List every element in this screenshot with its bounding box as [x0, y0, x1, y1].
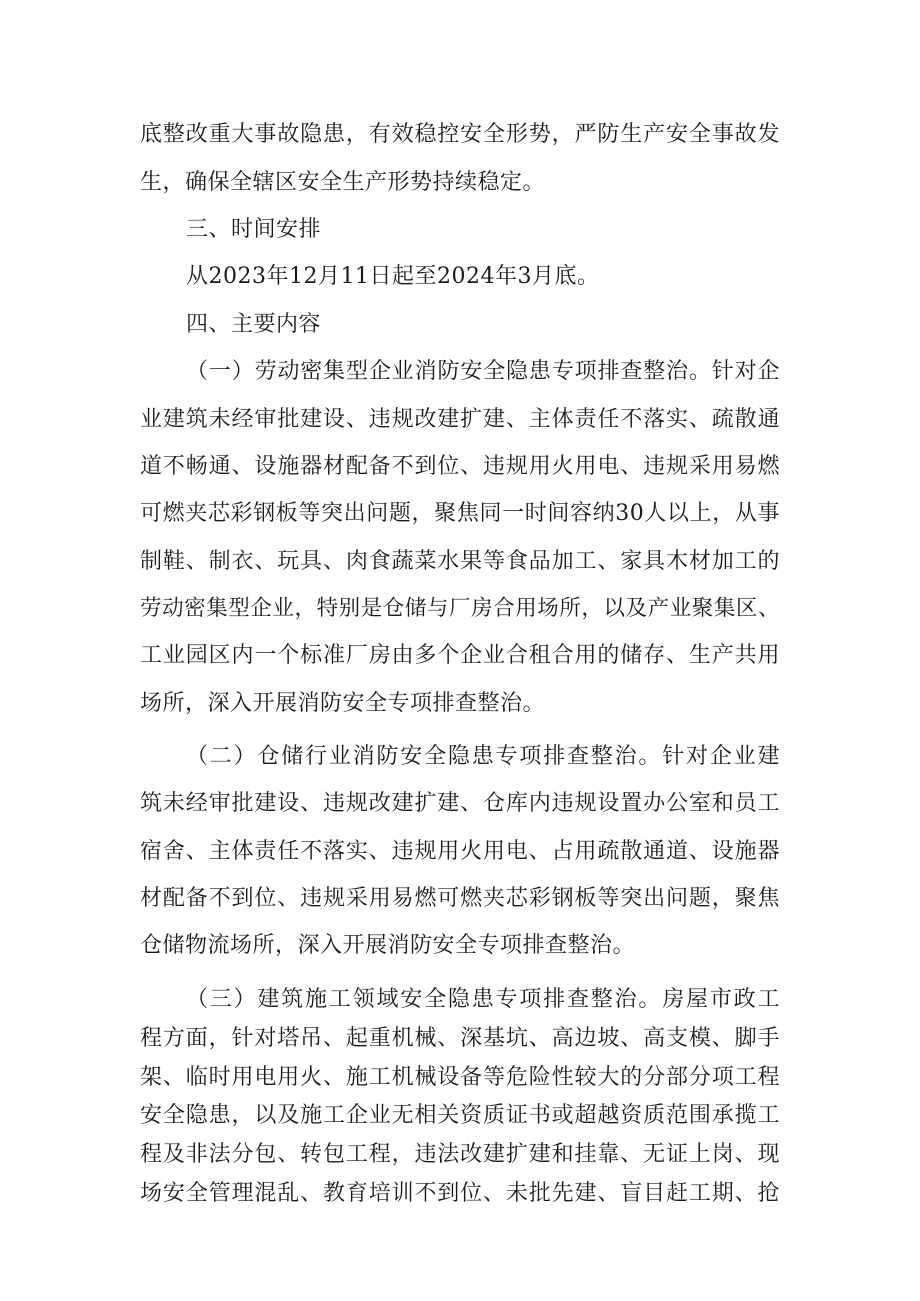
paragraph-line: 场所，深入开展消防安全专项排查整治。 [140, 691, 546, 716]
paragraph-line: 材配备不到位、违规采用易燃可燃夹芯彩钢板等突出问题，聚焦 [140, 886, 780, 911]
paragraph-line: （一）劳动密集型企业消防安全隐患专项排查整治。针对企 [186, 359, 780, 384]
paragraph-line: 劳动密集型企业，特别是仓储与厂房合用场所，以及产业聚集区、 [140, 596, 780, 621]
paragraph-line: 程及非法分包、转包工程，违法改建扩建和挂靠、无证上岗、现 [140, 1142, 780, 1167]
section-heading-schedule: 三、时间安排 [186, 217, 322, 242]
paragraph-line: 底整改重大事故隐患，有效稳控安全形势，严防生产安全事故发 [140, 122, 780, 147]
paragraph-line: 安全隐患，以及施工企业无相关资质证书或超越资质范围承揽工 [140, 1103, 780, 1128]
paragraph-line: 场安全管理混乱、教育培训不到位、未批先建、盲目赶工期、抢 [140, 1181, 780, 1206]
paragraph-line: 可燃夹芯彩钢板等突出问题，聚焦同一时间容纳30人以上，从事 [140, 501, 780, 526]
paragraph-line: 架、临时用电用火、施工机械设备等危险性较大的分部分项工程 [140, 1065, 780, 1090]
paragraph-line: 道不畅通、设施器材配备不到位、违规用火用电、违规采用易燃 [140, 454, 780, 479]
section-heading-main-content: 四、主要内容 [186, 312, 322, 337]
paragraph-line: （二）仓储行业消防安全隐患专项排查整治。针对企业建 [186, 744, 780, 769]
paragraph-line: 宿舍、主体责任不落实、违规用火用电、占用疏散通道、设施器 [140, 839, 780, 864]
paragraph-line: 仓储物流场所，深入开展消防安全专项排查整治。 [140, 933, 636, 958]
paragraph-line: 程方面，针对塔吊、起重机械、深基坑、高边坡、高支模、脚手 [140, 1026, 780, 1051]
paragraph-line: 制鞋、制衣、玩具、肉食蔬菜水果等食品加工、家具木材加工的 [140, 549, 780, 574]
paragraph-line: （三）建筑施工领域安全隐患专项排查整治。房屋市政工 [186, 987, 780, 1012]
paragraph-line: 业建筑未经审批建设、违规改建扩建、主体责任不落实、疏散通 [140, 407, 780, 432]
paragraph-line: 生，确保全辖区安全生产形势持续稳定。 [140, 170, 546, 195]
paragraph-line: 筑未经审批建设、违规改建扩建、仓库内违规设置办公室和员工 [140, 791, 780, 816]
schedule-text: 从2023年12月11日起至2024年3月底。 [186, 264, 600, 289]
paragraph-line: 工业园区内一个标准厂房由多个企业合租合用的储存、生产共用 [140, 643, 780, 668]
